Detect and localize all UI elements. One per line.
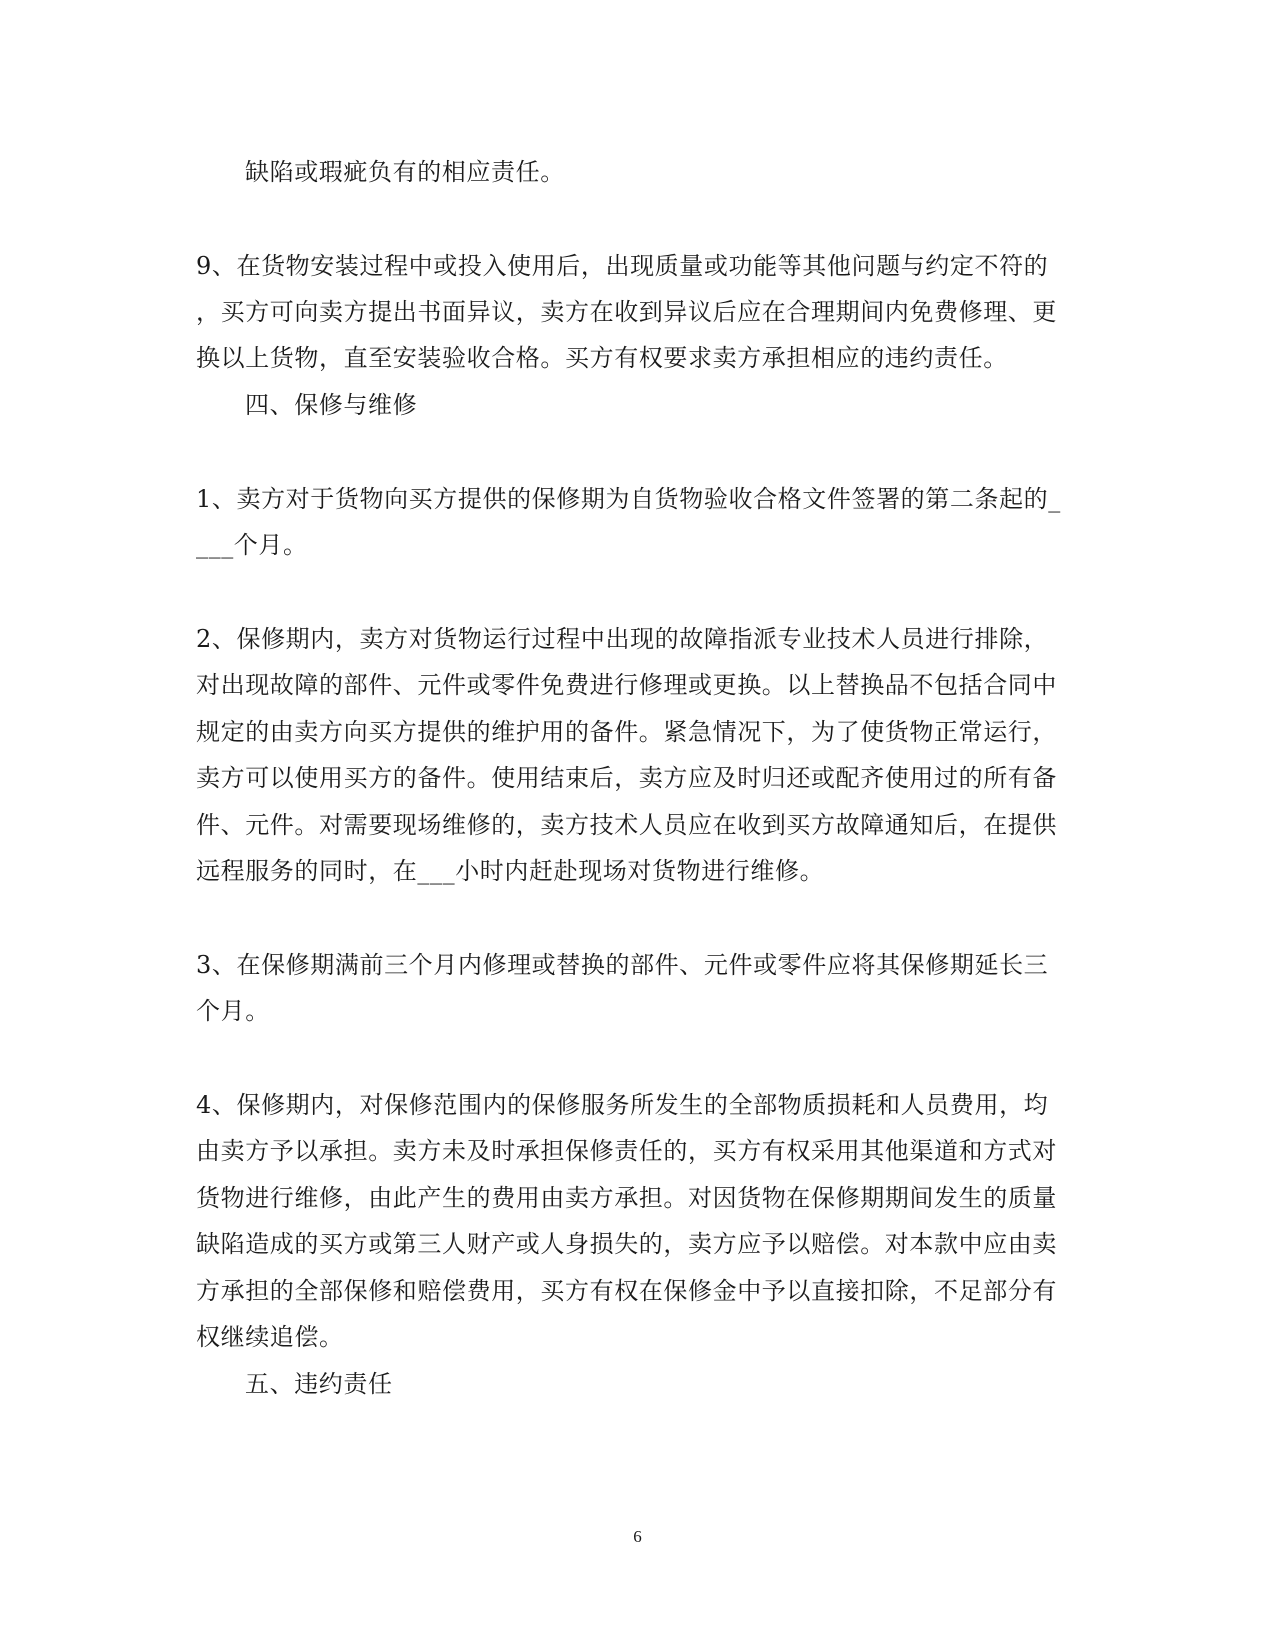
text-line: 方承担的全部保修和赔偿费用，买方有权在保修金中予以直接扣除，不足部分有 (196, 1277, 1057, 1305)
text-line: 2、保修期内，卖方对货物运行过程中出现的故障指派专业技术人员进行排除， (196, 625, 1049, 653)
text-line: 权继续追偿。 (196, 1323, 344, 1351)
text-line: ，买方可向卖方提出书面异议，卖方在收到异议后应在合理期间内免费修理、更 (196, 298, 1057, 326)
text-line: 远程服务的同时，在___小时内赶赴现场对货物进行维修。 (196, 857, 825, 885)
text-line: 9、在货物安装过程中或投入使用后，出现质量或功能等其他问题与约定不符的 (196, 252, 1049, 280)
text-line: 换以上货物，直至安装验收合格。买方有权要求卖方承担相应的违约责任。 (196, 344, 1008, 372)
text-line: 由卖方予以承担。卖方未及时承担保修责任的，买方有权采用其他渠道和方式对 (196, 1137, 1057, 1165)
section-heading: 五、违约责任 (245, 1370, 393, 1398)
text-line: ___个月。 (196, 531, 308, 559)
page-number: 6 (633, 1527, 642, 1546)
text-line: 个月。 (196, 997, 270, 1025)
text-line: 缺陷造成的买方或第三人财产或人身损失的，卖方应予以赔偿。对本款中应由卖 (196, 1230, 1057, 1258)
section-heading: 四、保修与维修 (245, 391, 418, 419)
text-line: 缺陷或瑕疵负有的相应责任。 (245, 158, 565, 186)
text-line: 货物进行维修，由此产生的费用由卖方承担。对因货物在保修期期间发生的质量 (196, 1184, 1057, 1212)
text-line: 1、卖方对于货物向买方提供的保修期为自货物验收合格文件签署的第二条起的_ (196, 485, 1061, 513)
text-line: 卖方可以使用买方的备件。使用结束后，卖方应及时归还或配齐使用过的所有备 (196, 764, 1057, 792)
text-line: 3、在保修期满前三个月内修理或替换的部件、元件或零件应将其保修期延长三 (196, 951, 1049, 979)
text-line: 对出现故障的部件、元件或零件免费进行修理或更换。以上替换品不包括合同中 (196, 671, 1057, 699)
text-line: 件、元件。对需要现场维修的，卖方技术人员应在收到买方故障通知后，在提供 (196, 811, 1057, 839)
text-line: 规定的由卖方向买方提供的维护用的备件。紧急情况下，为了使货物正常运行， (196, 718, 1057, 746)
text-line: 4、保修期内，对保修范围内的保修服务所发生的全部物质损耗和人员费用，均 (196, 1091, 1049, 1119)
